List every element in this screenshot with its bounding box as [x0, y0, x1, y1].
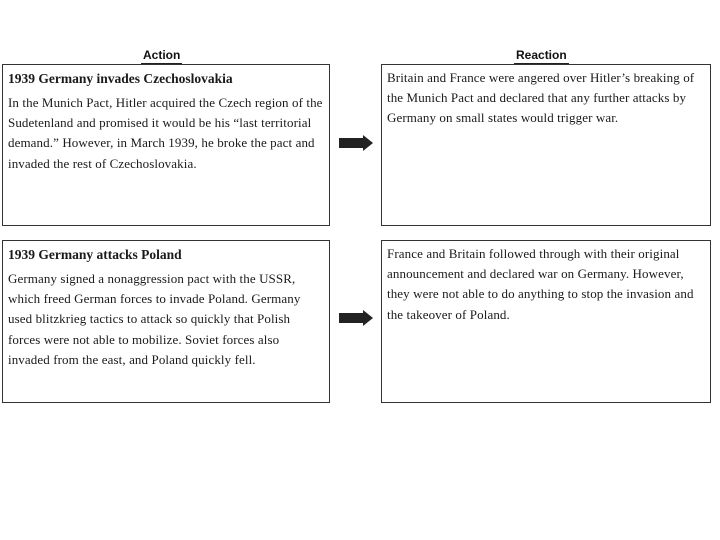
- right-arrow-icon: [339, 135, 373, 151]
- reaction-text: France and Britain followed through with their original announcement and declared war on Germany. However, they were not able to do anything to stop the invasion and the takeover of Poland.: [387, 246, 694, 322]
- action-box-czechoslovakia: [2, 64, 330, 226]
- right-arrow-icon: [339, 310, 373, 326]
- action-text: In the Munich Pact, Hitler acquired the Czech region of the Sudetenland and promised it would be his “last territorial demand.” However, in March 1939, he broke the pact and invaded the rest of Czechoslovakia.: [8, 95, 323, 171]
- action-text: Germany signed a nonaggression pact with the USSR, which freed German forces to invade Poland. Germany used blitzkrieg tactics to attack so quickly that Polish forces were not able to mobilize. Soviet forces also invaded from the east, and Poland quickly fell.: [8, 271, 301, 367]
- action-column-header: Action: [143, 48, 181, 62]
- reaction-column-header: Reaction: [516, 48, 567, 62]
- reaction-box-poland: [381, 240, 711, 403]
- reaction-text: Britain and France were angered over Hitler’s breaking of the Munich Pact and declared that any further attacks by Germany on small states would trigger war.: [387, 70, 695, 126]
- reaction-box-czechoslovakia: [381, 64, 711, 226]
- action-title: 1939 Germany attacks Poland: [8, 247, 182, 262]
- action-box-poland: [2, 240, 330, 403]
- action-title: 1939 Germany invades Czechoslovakia: [8, 71, 233, 86]
